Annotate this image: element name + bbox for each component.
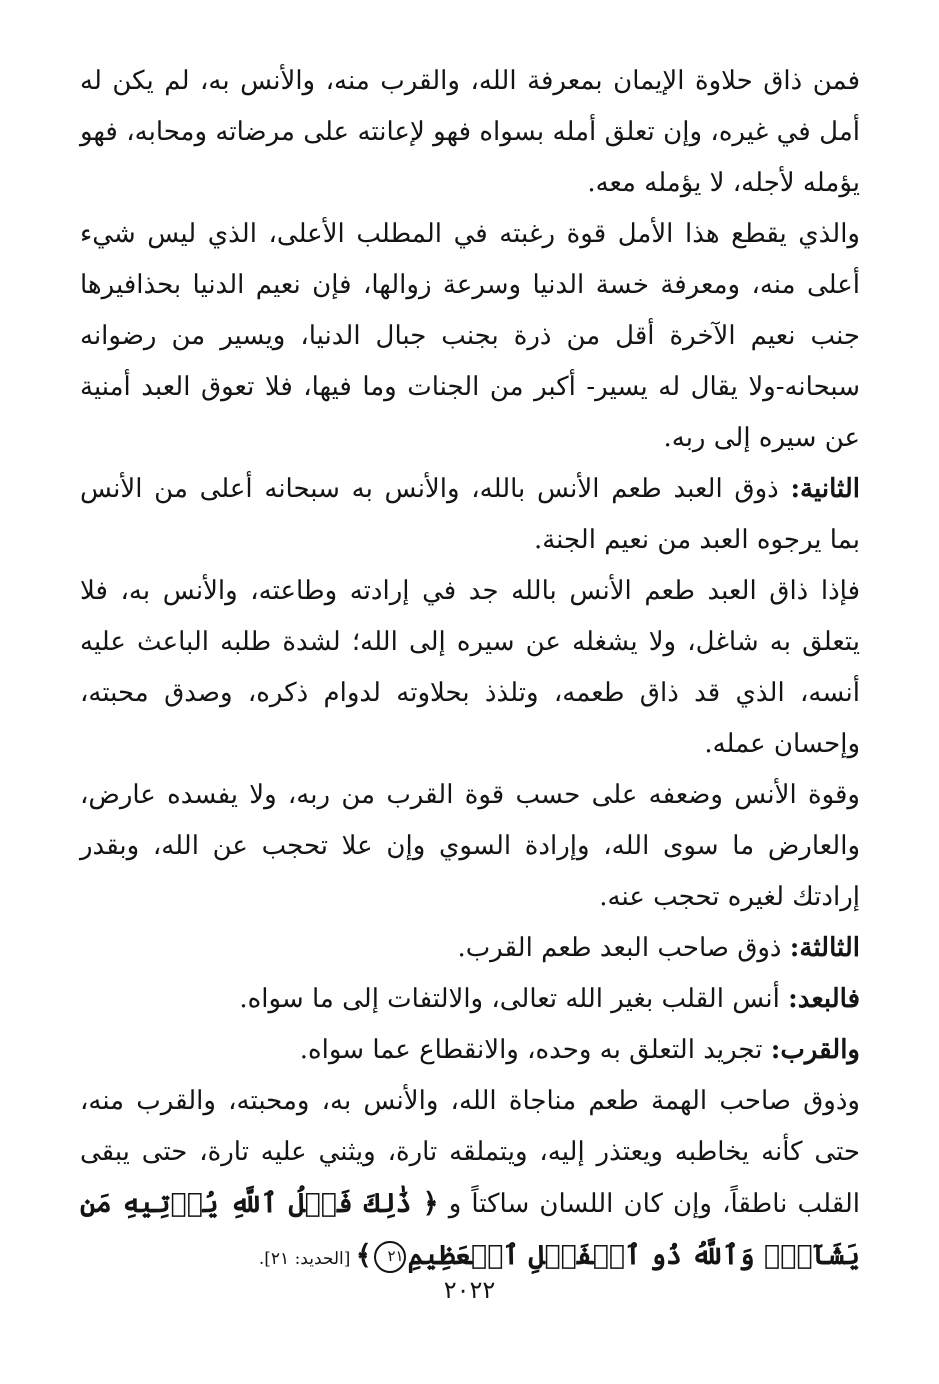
term-nearness: والقرب:: [770, 1035, 860, 1065]
quran-verse-close: ﴾: [355, 1240, 372, 1271]
paragraph-6: [80, 923, 860, 974]
paragraph-7-text: أنس القلب بغير الله تعالى، والالتفات إلى ما سواه.: [239, 984, 789, 1014]
term-distance: فالبعد:: [788, 984, 860, 1014]
page-number: ٢٠٢٢: [443, 1276, 496, 1304]
paragraph-1: فمن ذاق حلاوة الإيمان بمعرفة الله، والقرب منه، والأنس به، لم يكن له أمل في غيره، وإن تعلق أمله بسواه فهو لإعانته على مرضاته ومحابه، فهو يؤمله لأجله، لا يؤمله معه.: [80, 66, 860, 198]
paragraph-3-text: ذوق العبد طعم الأنس بالله، والأنس به سبحانه أعلى من الأنس بما يرجوه العبد من نعيم الجنة.: [80, 474, 860, 555]
paragraph-9: [80, 1076, 860, 1285]
term-second: الثانية:: [790, 474, 860, 504]
ayah-number-marker: ٢١: [374, 1241, 406, 1273]
page-body: [80, 56, 860, 1285]
paragraph-8-text: تجريد التعلق به وحده، والانقطاع عما سواه.: [299, 1035, 771, 1065]
paragraph-4: فإذا ذاق العبد طعم الأنس بالله جد في إرادته وطاعته، والأنس به، فلا يتعلق به شاغل، ولا يشغله عن سيره إلى الله؛ لشدة طلبه الباعث عليه أنسه، الذي قد ذاق طعمه، وتلذذ بحلاوته لدوام ذكره، وصدق محبته، وإحسان عمله.: [80, 576, 860, 759]
paragraph-6-text: ذوق صاحب البعد طعم القرب.: [457, 933, 790, 963]
term-third: الثالثة:: [789, 933, 860, 963]
paragraph-7: [80, 974, 860, 1025]
paragraph-2: والذي يقطع هذا الأمل قوة رغبته في المطلب الأعلى، الذي ليس شيء أعلى منه، ومعرفة خسة الدنيا وسرعة زوالها، فإن نعيم الدنيا بحذافيرها جنب نعيم الآخرة أقل من ذرة بجنب جبال الدنيا، ويسير من رضوانه سبحانه-ولا يقال له يسير- أكبر من الجنات وما فيها، فلا تعوق العبد أمنية عن سيره إلى ربه.: [80, 219, 860, 453]
paragraph-9-text: وذوق صاحب الهمة طعم مناجاة الله، والأنس به، ومحبته، والقرب منه، حتى كأنه يخاطبه ويعتذر إليه، ويتملقه تارة، ويثني عليه تارة، حتى يبقى القلب ناطقاً، وإن كان اللسان ساكتاً و: [80, 1086, 860, 1219]
verse-citation: [الحديد: ٢١].: [258, 1249, 356, 1269]
paragraph-5: وقوة الأنس وضعفه على حسب قوة القرب من ربه، ولا يفسده عارض، والعارض ما سوى الله، وإرادة السوي وإن علا تحجب عن الله، وبقدر إرادتك لغيره تحجب عنه.: [80, 780, 860, 912]
paragraph-3: [80, 464, 860, 566]
paragraph-8: [80, 1025, 860, 1076]
quran-verse: ﴿ ذَٰلِكَ فَضۡلُ ٱللَّهِ يُؤۡتِيهِ مَن يَشَآءُۚ وَٱللَّهُ ذُو ٱلۡفَضۡلِ ٱلۡعَظِيمِ: [80, 1188, 860, 1271]
